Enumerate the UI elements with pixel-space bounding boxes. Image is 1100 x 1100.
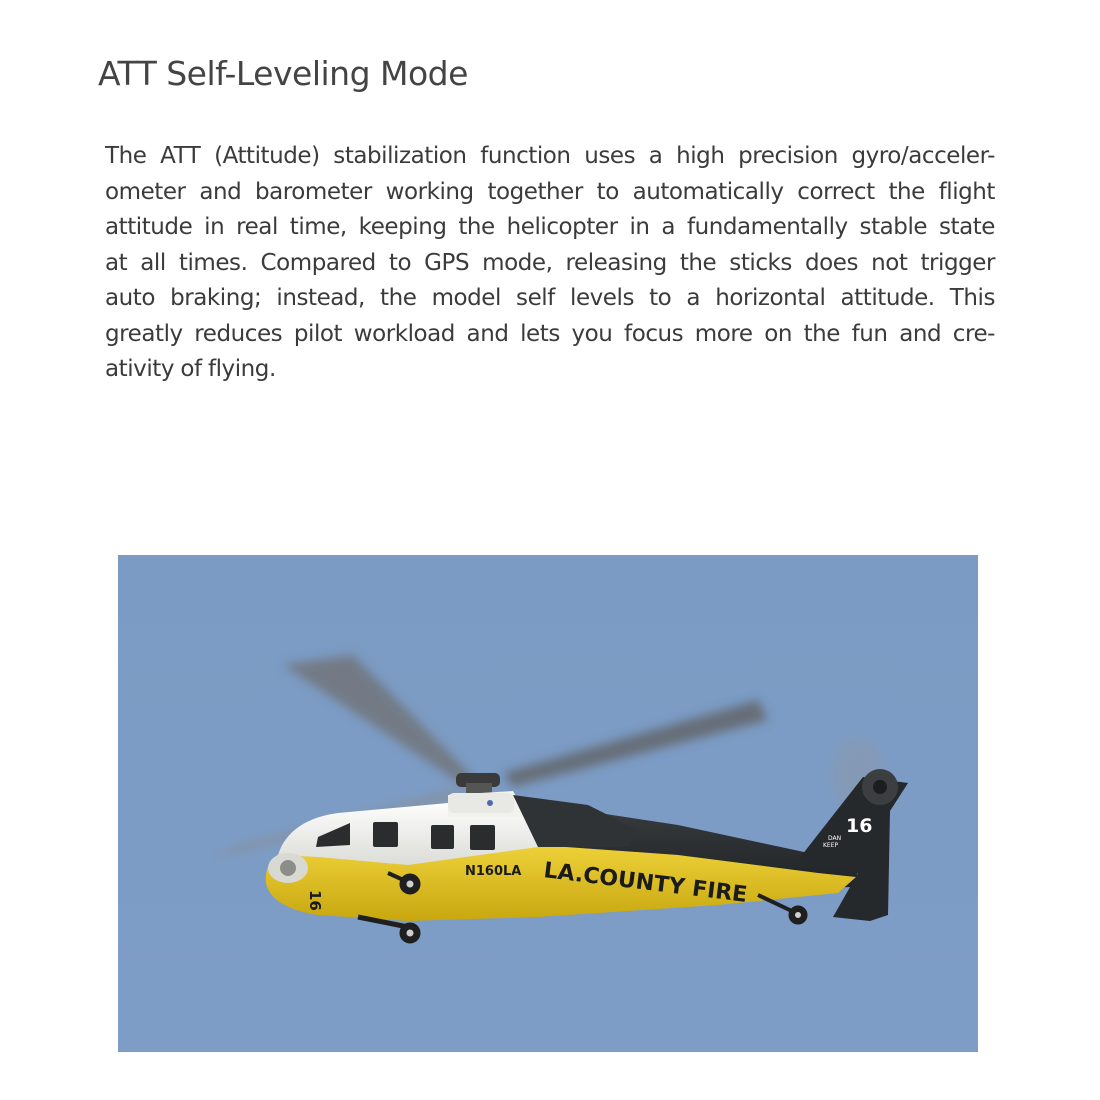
description-line: greatly reduces pilot workload and lets you focus more on the fun and cre- bbox=[105, 320, 995, 347]
helicopter-photo bbox=[118, 555, 978, 1052]
description-paragraph bbox=[105, 139, 995, 388]
helicopter-illustration bbox=[118, 555, 978, 1052]
page-title: ATT Self-Leveling Mode bbox=[98, 54, 468, 93]
description-line: at all times. Compared to GPS mode, releasing the sticks does not trigger bbox=[105, 249, 995, 276]
tail-warning-line-2: KEEP bbox=[823, 842, 839, 849]
description-line: The ATT (Attitude) stabilization function uses a high precision gyro/acceler- bbox=[105, 143, 995, 169]
engine-cowling bbox=[448, 793, 514, 813]
registration-text: N160LA bbox=[465, 864, 522, 879]
livery-text: LA.COUNTY FIRE bbox=[542, 858, 749, 908]
tail-number: 16 bbox=[846, 815, 873, 837]
description-line: auto braking; instead, the model self levels to a horizontal attitude. This bbox=[105, 285, 995, 311]
description-line: attitude in real time, keeping the helicopter in a fundamentally stable state bbox=[105, 214, 995, 240]
description-line: ometer and barometer working together to automatically correct the flight bbox=[105, 178, 995, 205]
description-line: ativity of flying. bbox=[105, 356, 276, 382]
tail-warning-line-1: DAN bbox=[828, 835, 842, 842]
nose-number: 16 bbox=[306, 890, 324, 911]
